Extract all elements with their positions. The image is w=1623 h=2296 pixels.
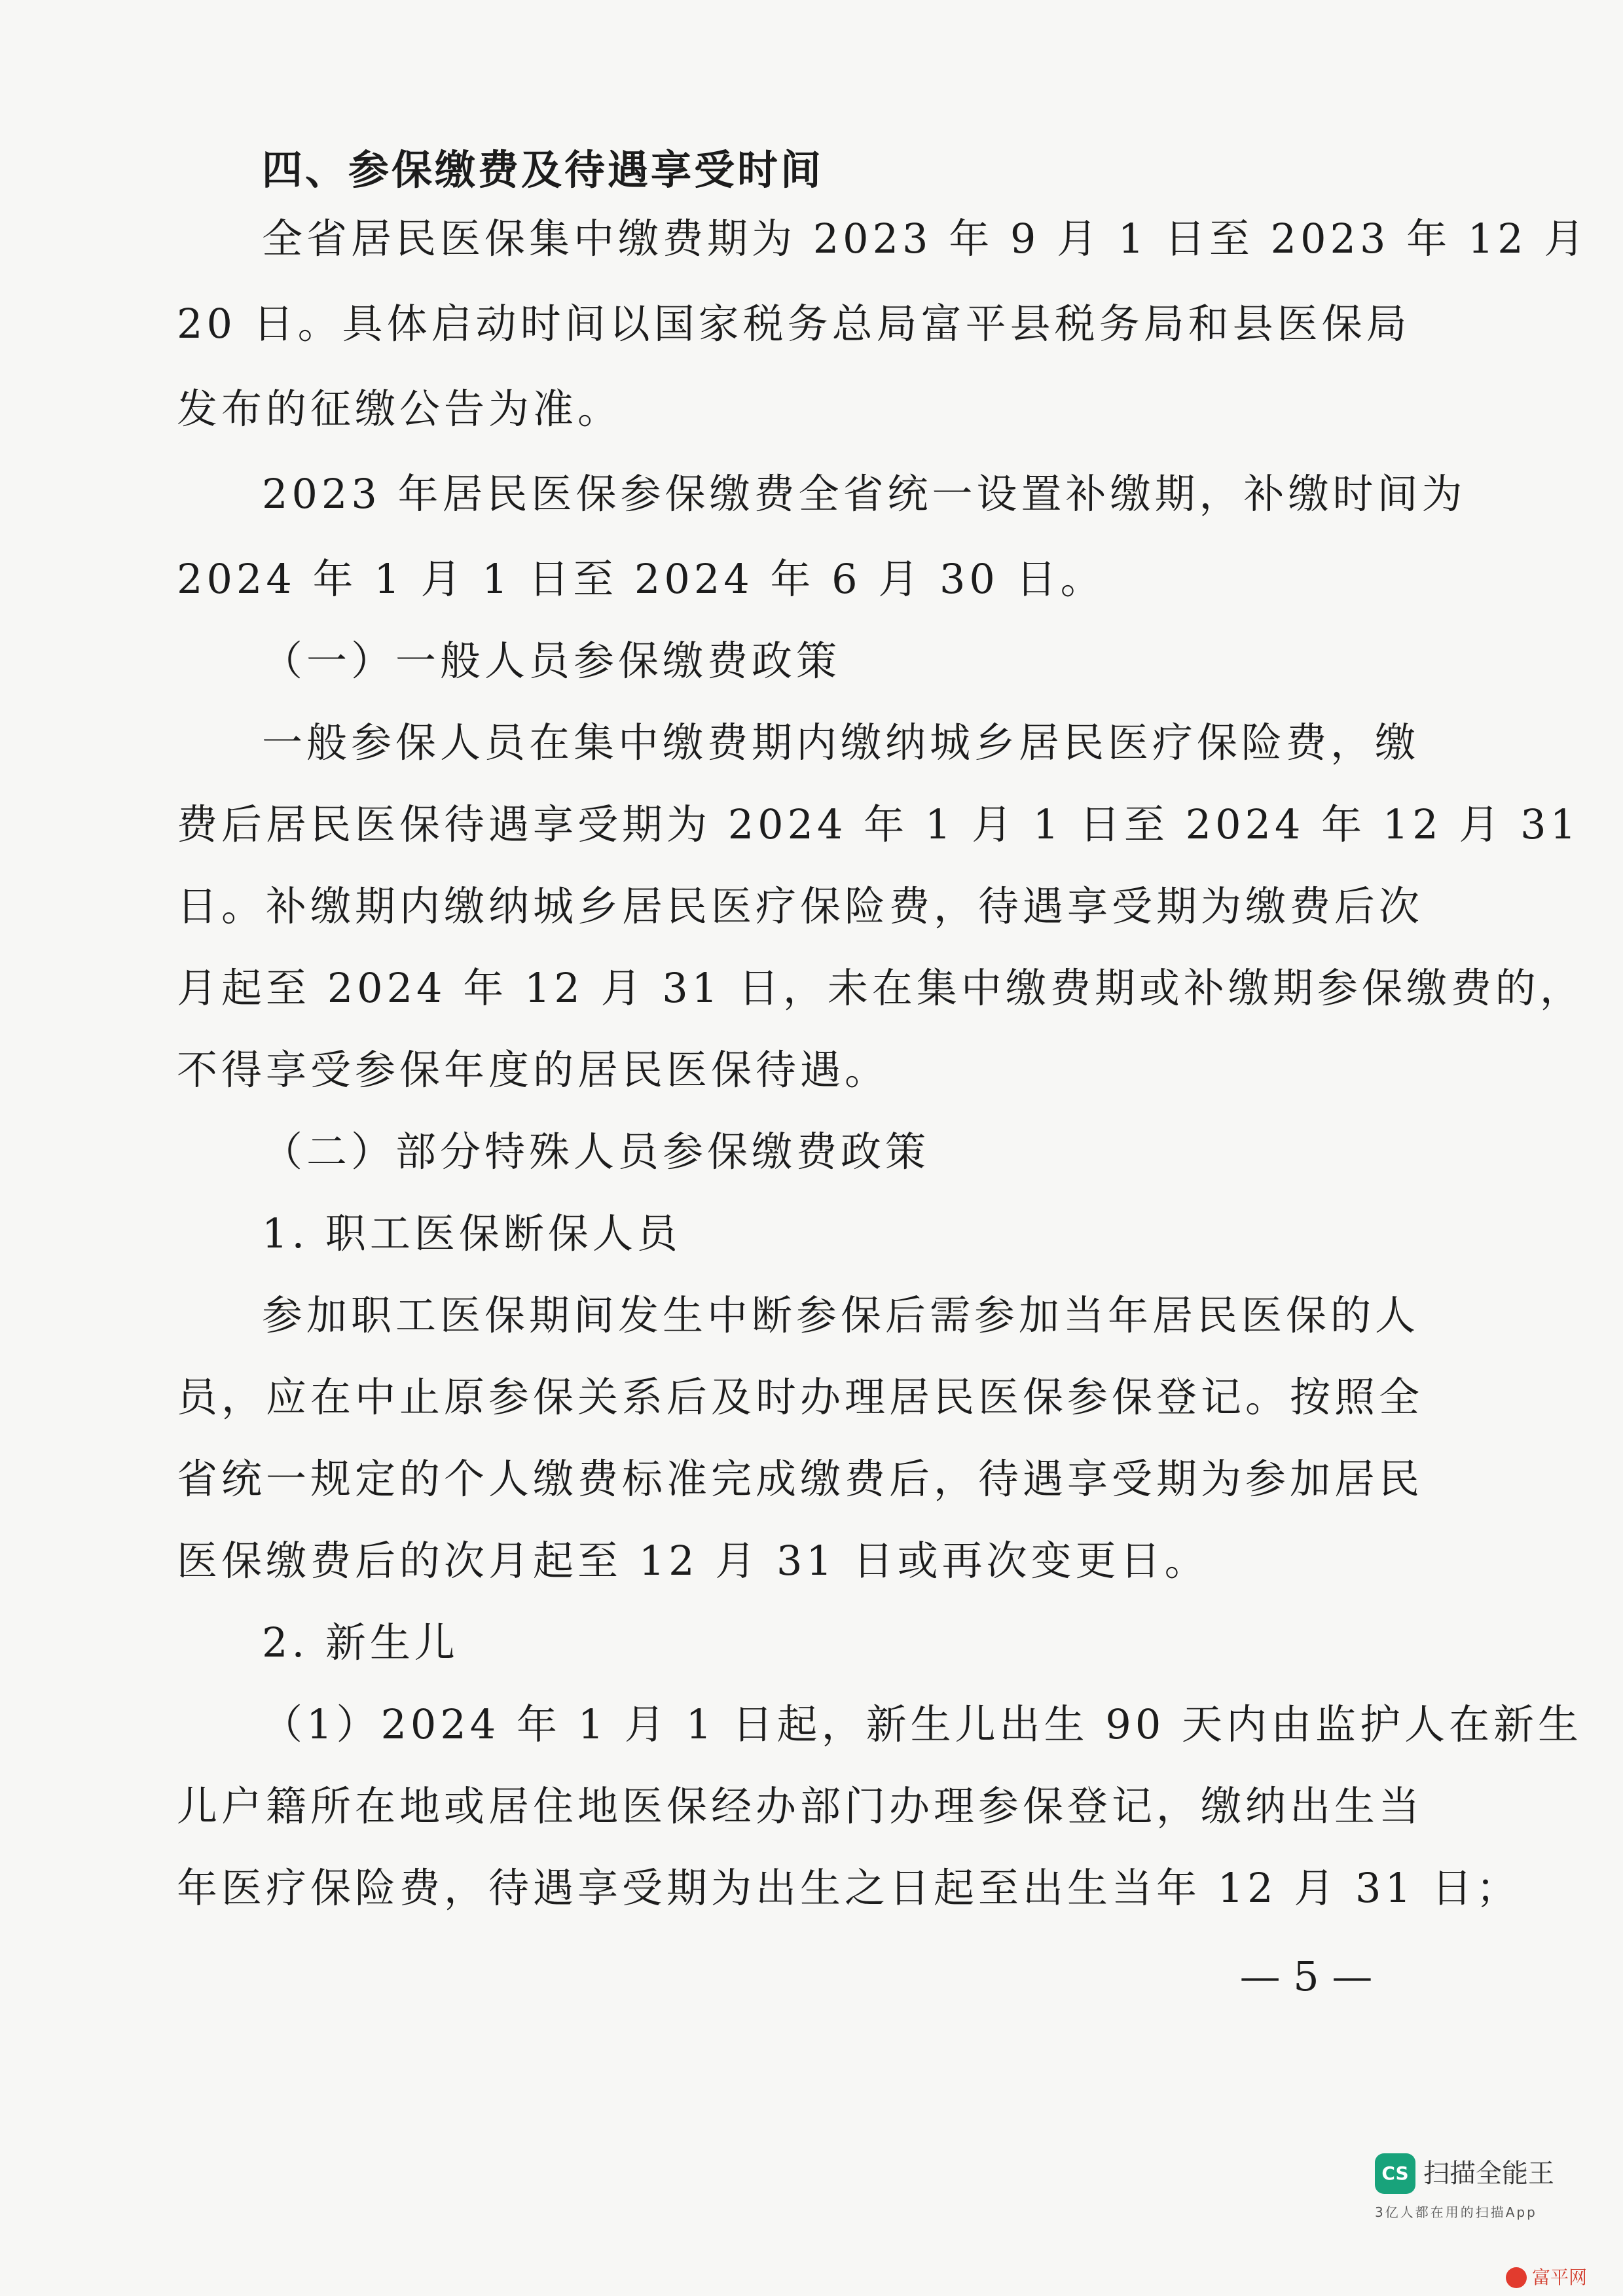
paragraph-line: 20 日。具体启动时间以国家税务总局富平县税务局和县医保局: [177, 300, 1411, 348]
scanner-tagline: 3亿人都在用的扫描App: [1375, 2204, 1537, 2220]
paragraph-line: 省统一规定的个人缴费标准完成缴费后，待遇享受期为参加居民: [177, 1455, 1424, 1503]
paragraph-line: 2023 年居民医保参保缴费全省统一设置补缴期，补缴时间为: [262, 470, 1467, 518]
paragraph-line: 费后居民医保待遇享受期为 2024 年 1 月 1 日至 2024 年 12 月 31: [177, 800, 1580, 848]
watermark-text: 富平网: [1532, 2267, 1588, 2288]
paragraph-line: 年医疗保险费，待遇享受期为出生之日起至出生当年 12 月 31 日；: [177, 1864, 1521, 1912]
subsection-heading: （一）一般人员参保缴费政策: [262, 637, 841, 685]
paragraph-line: 全省居民医保集中缴费期为 2023 年 9 月 1 日至 2023 年 12 月: [262, 215, 1589, 262]
paragraph-line: 发布的征缴公告为准。: [177, 385, 623, 433]
item-heading: 1. 职工医保断保人员: [262, 1210, 682, 1257]
paragraph-line: 2024 年 1 月 1 日至 2024 年 6 月 30 日。: [177, 555, 1105, 603]
paragraph-line: 医保缴费后的次月起至 12 月 31 日或再次变更日。: [177, 1537, 1209, 1585]
paragraph-line: 不得享受参保年度的居民医保待遇。: [177, 1046, 890, 1094]
paragraph-line: 月起至 2024 年 12 月 31 日，未在集中缴费期或补缴期参保缴费的，: [177, 964, 1584, 1012]
subsection-heading: （二）部分特殊人员参保缴费政策: [262, 1128, 930, 1175]
paragraph-line: 参加职工医保期间发生中断参保后需参加当年居民医保的人: [262, 1291, 1420, 1339]
scanner-badge: [1375, 2153, 1591, 2232]
paragraph-line: 一般参保人员在集中缴费期内缴纳城乡居民医疗保险费，缴: [262, 719, 1420, 766]
paragraph-line: （1）2024 年 1 月 1 日起，新生儿出生 90 天内由监护人在新生: [262, 1700, 1582, 1748]
camscanner-logo-icon: CS: [1375, 2153, 1415, 2194]
scanner-app-name: 扫描全能王: [1423, 2159, 1554, 2189]
paragraph-line: 日。补缴期内缴纳城乡居民医疗保险费，待遇享受期为缴费后次: [177, 882, 1424, 930]
site-watermark: [1506, 2265, 1617, 2291]
paragraph-line: 儿户籍所在地或居住地医保经办部门办理参保登记，缴纳出生当: [177, 1782, 1424, 1830]
watermark-logo-icon: [1506, 2267, 1527, 2288]
item-heading: 2. 新生儿: [262, 1619, 459, 1666]
page-number: — 5 —: [1239, 1952, 1373, 2000]
paragraph-line: 员，应在中止原参保关系后及时办理居民医保参保登记。按照全: [177, 1373, 1424, 1421]
section-heading: 四、参保缴费及待遇享受时间: [262, 146, 824, 194]
